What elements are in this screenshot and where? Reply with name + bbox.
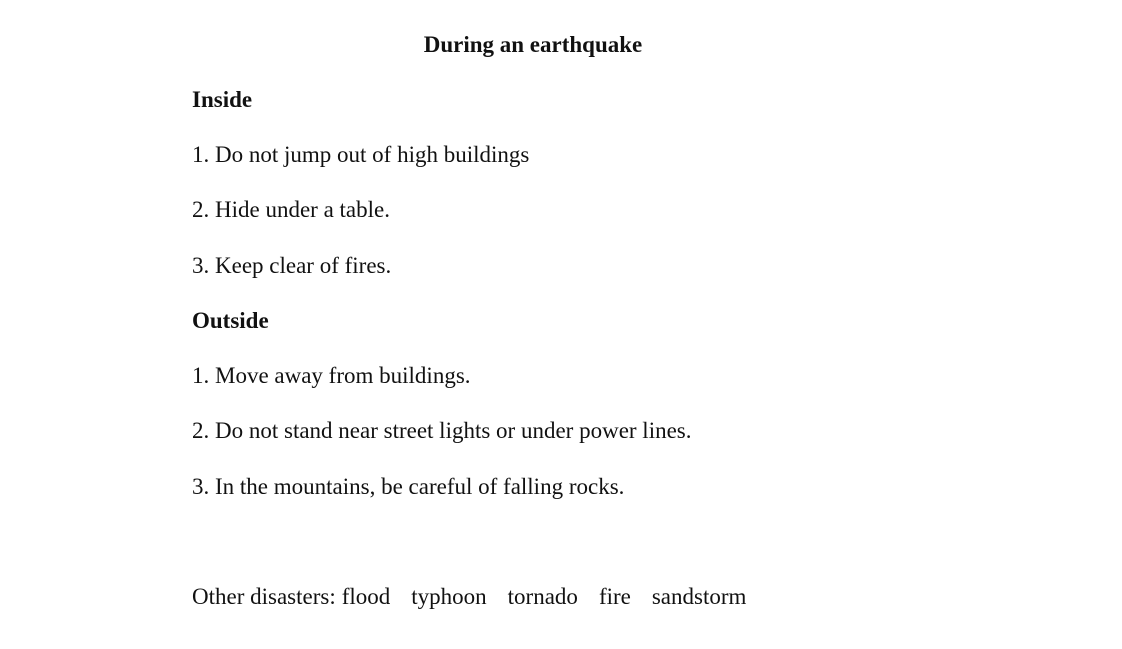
other-disasters-label: Other disasters: (192, 584, 336, 609)
inside-item-2: 2. Hide under a table. (192, 197, 390, 222)
inside-item-3: 3. Keep clear of fires. (192, 253, 392, 278)
outside-item-2: 2. Do not stand near street lights or under power lines. (192, 418, 692, 443)
page-title: During an earthquake (423, 32, 643, 57)
disaster-word: sandstorm (651, 584, 747, 609)
disaster-word: tornado (507, 584, 578, 609)
outside-item-3: 3. In the mountains, be careful of falling rocks. (192, 474, 625, 499)
inside-heading: Inside (192, 87, 253, 112)
inside-item-1: 1. Do not jump out of high buildings (192, 142, 530, 167)
outside-item-1: 1. Move away from buildings. (192, 363, 471, 388)
outside-heading: Outside (192, 308, 269, 333)
other-disasters-line (192, 585, 746, 608)
disaster-word: fire (598, 584, 631, 609)
disaster-word: flood (341, 584, 391, 609)
disaster-word: typhoon (411, 584, 487, 609)
